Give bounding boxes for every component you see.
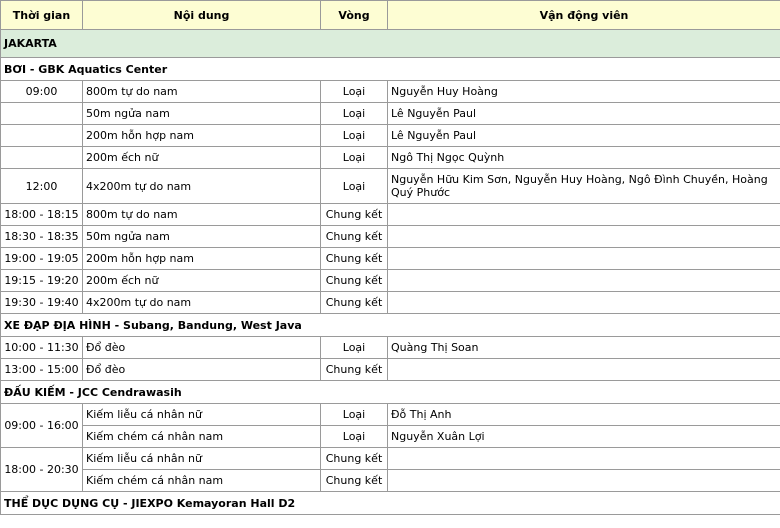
table-row — [1, 292, 780, 314]
table-row — [1, 248, 780, 270]
table-row — [1, 103, 780, 125]
athletes-cell: Quàng Thị Soan — [388, 337, 780, 359]
table-row — [1, 404, 780, 426]
event-cell: 200m ếch nữ — [83, 147, 321, 169]
athletes-cell: Lê Nguyễn Paul — [388, 103, 780, 125]
round-cell: Loại — [321, 81, 388, 103]
table-row — [1, 226, 780, 248]
athletes-cell: Ngô Thị Ngọc Quỳnh — [388, 147, 780, 169]
time-cell: 13:00 - 15:00 — [1, 359, 83, 381]
table-row — [1, 448, 780, 470]
round-cell: Chung kết — [321, 292, 388, 314]
venue-swimming: BƠI - GBK Aquatics Center — [1, 58, 780, 81]
event-cell: 200m ếch nữ — [83, 270, 321, 292]
time-cell — [1, 147, 83, 169]
round-cell: Loại — [321, 103, 388, 125]
round-cell: Loại — [321, 125, 388, 147]
table-row — [1, 359, 780, 381]
athletes-cell — [388, 292, 780, 314]
athletes-cell: Nguyễn Huy Hoàng — [388, 81, 780, 103]
venue-gymnastics: THỂ DỤC DỤNG CỤ - JIEXPO Kemayoran Hall D2 — [1, 492, 780, 515]
table-row — [1, 270, 780, 292]
header-athletes: Vận động viên — [388, 1, 780, 30]
time-cell: 12:00 — [1, 169, 83, 204]
athletes-cell: Đỗ Thị Anh — [388, 404, 780, 426]
event-cell: 50m ngửa nam — [83, 226, 321, 248]
venue-cycling: XE ĐẠP ĐỊA HÌNH - Subang, Bandung, West Java — [1, 314, 780, 337]
athletes-cell — [388, 270, 780, 292]
venue-row-cycling — [1, 314, 780, 337]
table-row — [1, 337, 780, 359]
city-name: JAKARTA — [1, 30, 780, 58]
header-time: Thời gian — [1, 1, 83, 30]
venue-row-gymnastics — [1, 492, 780, 515]
round-cell: Loại — [321, 169, 388, 204]
venue-row-swimming — [1, 58, 780, 81]
table-row — [1, 81, 780, 103]
round-cell: Chung kết — [321, 204, 388, 226]
athletes-cell — [388, 226, 780, 248]
event-cell: 800m tự do nam — [83, 204, 321, 226]
time-cell: 09:00 — [1, 81, 83, 103]
venue-fencing: ĐẤU KIẾM - JCC Cendrawasih — [1, 381, 780, 404]
round-cell: Chung kết — [321, 359, 388, 381]
time-cell: 18:00 - 18:15 — [1, 204, 83, 226]
time-cell — [1, 103, 83, 125]
table-row — [1, 426, 780, 448]
city-row — [1, 30, 780, 58]
round-cell: Loại — [321, 337, 388, 359]
header-content: Nội dung — [83, 1, 321, 30]
round-cell: Loại — [321, 147, 388, 169]
event-cell: 4x200m tự do nam — [83, 292, 321, 314]
round-cell: Chung kết — [321, 470, 388, 492]
round-cell: Chung kết — [321, 270, 388, 292]
header-row — [1, 1, 780, 30]
table-row — [1, 204, 780, 226]
athletes-cell: Nguyễn Xuân Lợi — [388, 426, 780, 448]
time-cell: 19:00 - 19:05 — [1, 248, 83, 270]
event-cell: 200m hỗn hợp nam — [83, 248, 321, 270]
event-cell: 4x200m tự do nam — [83, 169, 321, 204]
header-round: Vòng — [321, 1, 388, 30]
event-cell: 200m hỗn hợp nam — [83, 125, 321, 147]
time-cell: 10:00 - 11:30 — [1, 337, 83, 359]
time-cell: 09:00 - 16:00 — [1, 404, 83, 448]
time-cell: 19:30 - 19:40 — [1, 292, 83, 314]
event-cell: Đổ đèo — [83, 359, 321, 381]
event-cell: Kiếm chém cá nhân nam — [83, 470, 321, 492]
event-cell: 800m tự do nam — [83, 81, 321, 103]
athletes-cell: Lê Nguyễn Paul — [388, 125, 780, 147]
time-cell: 19:15 - 19:20 — [1, 270, 83, 292]
time-cell — [1, 125, 83, 147]
table-row — [1, 125, 780, 147]
round-cell: Loại — [321, 404, 388, 426]
event-cell: 50m ngửa nam — [83, 103, 321, 125]
round-cell: Loại — [321, 426, 388, 448]
round-cell: Chung kết — [321, 226, 388, 248]
round-cell: Chung kết — [321, 448, 388, 470]
athletes-cell — [388, 448, 780, 470]
athletes-cell: Nguyễn Hữu Kim Sơn, Nguyễn Huy Hoàng, Ngô Đình Chuyền, Hoàng Quý Phước — [388, 169, 780, 204]
athletes-cell — [388, 470, 780, 492]
athletes-cell — [388, 359, 780, 381]
table-row — [1, 147, 780, 169]
table-row — [1, 169, 780, 204]
event-cell: Kiếm liễu cá nhân nữ — [83, 404, 321, 426]
table-row — [1, 470, 780, 492]
event-cell: Kiếm liễu cá nhân nữ — [83, 448, 321, 470]
athletes-cell — [388, 204, 780, 226]
round-cell: Chung kết — [321, 248, 388, 270]
time-cell: 18:30 - 18:35 — [1, 226, 83, 248]
event-cell: Đổ đèo — [83, 337, 321, 359]
athletes-cell — [388, 248, 780, 270]
time-cell: 18:00 - 20:30 — [1, 448, 83, 492]
venue-row-fencing — [1, 381, 780, 404]
event-cell: Kiếm chém cá nhân nam — [83, 426, 321, 448]
